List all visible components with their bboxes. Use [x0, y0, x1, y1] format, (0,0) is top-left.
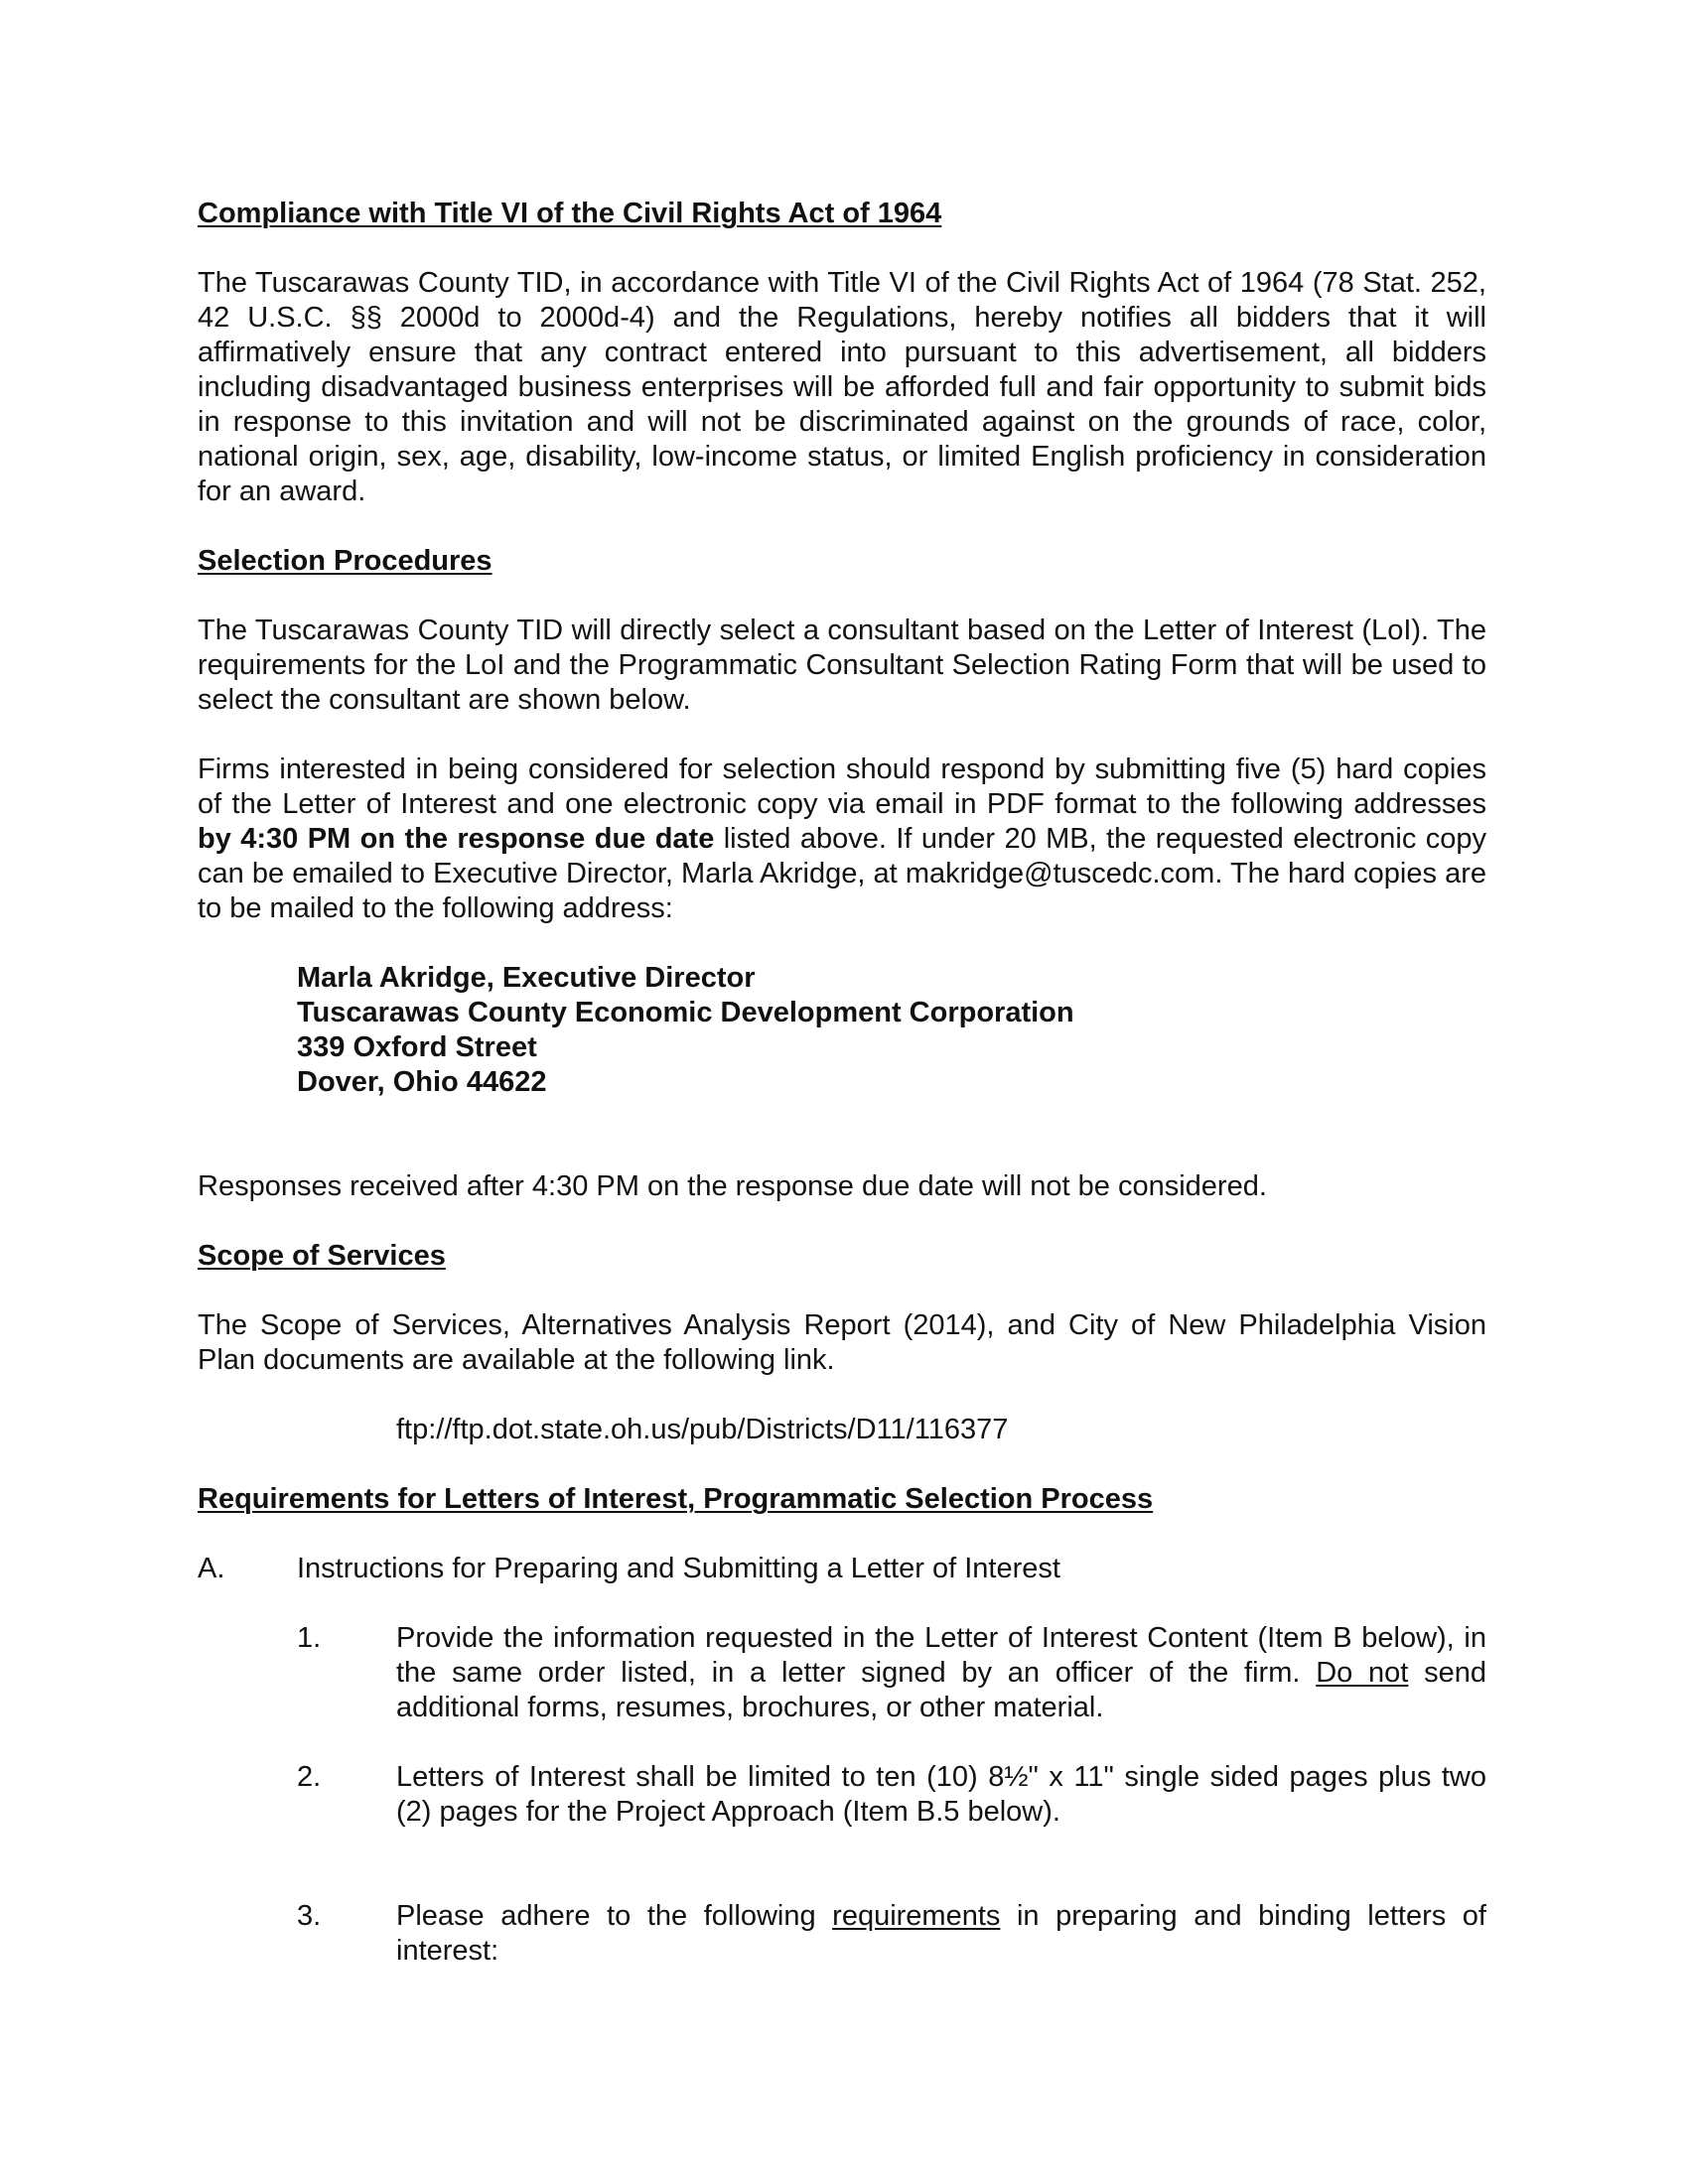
due-date-emphasis: by 4:30 PM on the response due date — [198, 823, 715, 855]
compliance-heading: Compliance with Title VI of the Civil Rights Act of 1964 — [198, 198, 942, 229]
selection-paragraph-2 — [198, 752, 1486, 926]
requirements-heading: Requirements for Letters of Interest, Programmatic Selection Process — [198, 1483, 1154, 1515]
ftp-link[interactable]: ftp://ftp.dot.state.oh.us/pub/Districts/D11/116377 — [396, 1414, 1009, 1445]
item-2-text: Letters of Interest shall be limited to ten (10) 8½" x 11" single sided pages plus two (2) pages for the Project Approach (Item B.5 below). — [396, 1761, 1486, 1828]
address-line: Tuscarawas County Economic Development Corporation — [297, 997, 1074, 1028]
section-a-marker: A. — [198, 1553, 225, 1584]
scope-body: The Scope of Services, Alternatives Analysis Report (2014), and City of New Philadelphia Vision Plan documents are available at the following link. — [198, 1309, 1486, 1376]
address-line: Dover, Ohio 44622 — [297, 1066, 547, 1098]
section-a-title: Instructions for Preparing and Submitting a Letter of Interest — [297, 1553, 1060, 1584]
item-1-start: Provide the information requested in the Letter of Interest Content (Item B below), in the same order listed, in a letter signed by an officer of the firm. — [396, 1622, 1486, 1689]
address-line: 339 Oxford Street — [297, 1031, 537, 1063]
item-number: 2. — [297, 1761, 322, 1793]
do-not-emphasis: Do not — [1316, 1657, 1409, 1689]
selection-paragraph-2-end: listed above. If under 20 MB, the requested electronic copy can be emailed to Executive Director, Marla Akridge, at makridge@tuscedc.com. The hard copies are to be mailed to the following address: — [198, 823, 1486, 924]
item-3-start: Please adhere to the following — [396, 1900, 833, 1932]
item-3-text — [396, 1899, 1486, 1969]
item-1-end: send additional forms, resumes, brochures, or other material. — [396, 1657, 1486, 1723]
selection-paragraph-2-start: Firms interested in being considered for selection should respond by submitting five (5) hard copies of the Letter of Interest and one electronic copy via email in PDF format to the following addresses — [198, 753, 1486, 820]
scope-heading: Scope of Services — [198, 1240, 446, 1272]
selection-heading: Selection Procedures — [198, 545, 492, 577]
mailing-address — [297, 961, 1290, 1100]
item-number: 3. — [297, 1900, 322, 1932]
compliance-body: The Tuscarawas County TID, in accordance with Title VI of the Civil Rights Act of 1964 (78 Stat. 252, 42 U.S.C. §§ 2000d to 2000d-4) and the Regulations, hereby notifies all bidders that it will affirmatively ensure that any contract entered into pursuant to this advertisement, all bidders including disadvantaged business enterprises will be afforded full and fair opportunity to submit bids in response to this invitation and will not be discriminated against on the grounds of race, color, national origin, sex, age, disability, low-income status, or limited English proficiency in consideration for an award. — [198, 267, 1486, 507]
address-line: Marla Akridge, Executive Director — [297, 962, 756, 994]
item-1-text — [396, 1621, 1486, 1725]
late-response-notice: Responses received after 4:30 PM on the response due date will not be considered. — [198, 1170, 1267, 1202]
selection-paragraph-1: The Tuscarawas County TID will directly select a consultant based on the Letter of Interest (LoI). The requirements for the LoI and the Programmatic Consultant Selection Rating Form that will be used to select the consultant are shown below. — [198, 614, 1486, 716]
item-number: 1. — [297, 1622, 322, 1654]
item-3-end: in preparing and binding letters of interest: — [396, 1900, 1486, 1967]
requirements-emphasis: requirements — [832, 1900, 1001, 1932]
